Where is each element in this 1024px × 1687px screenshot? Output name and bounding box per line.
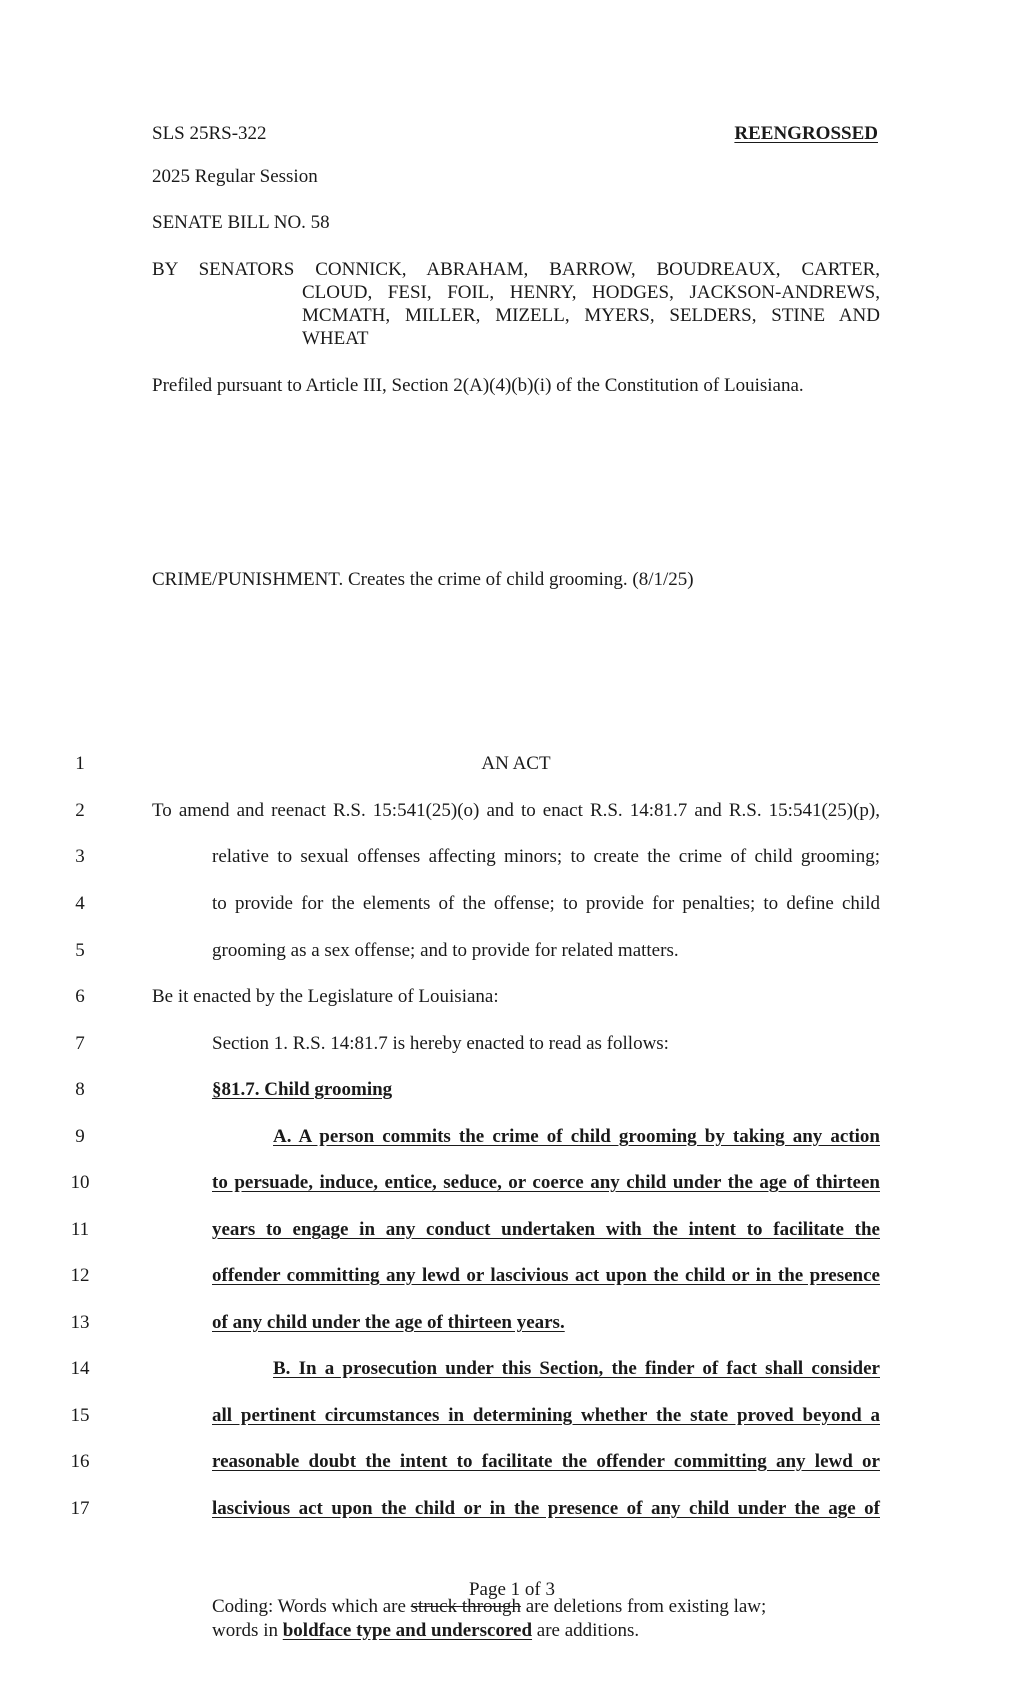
prefiled-note: Prefiled pursuant to Article III, Section 2(A)(4)(b)(i) of the Constitution of Louisiana. — [152, 375, 804, 396]
enacting-clause: Be it enacted by the Legislature of Louisiana: — [152, 986, 499, 1007]
line-number: 4 — [75, 893, 85, 914]
sponsors-line: BY SENATORS CONNICK, ABRAHAM, BARROW, BOUDREAUX, CARTER, — [152, 259, 880, 280]
enacted-text-line: to persuade, induce, entice, seduce, or coerce any child under the age of thirteen — [212, 1172, 880, 1193]
sponsors-line: WHEAT — [302, 328, 369, 349]
line-number: 5 — [75, 940, 85, 961]
title-text-line: To amend and reenact R.S. 15:541(25)(o) and to enact R.S. 14:81.7 and R.S. 15:541(25)(p), — [152, 800, 880, 821]
digest-line: CRIME/PUNISHMENT. Creates the crime of child grooming. (8/1/25) — [152, 569, 694, 590]
enacted-text-line: lascivious act upon the child or in the presence of any child under the age of — [212, 1498, 880, 1519]
coding-text: words in — [212, 1620, 278, 1641]
line-number: 12 — [70, 1265, 90, 1286]
enacted-text-line: all pertinent circumstances in determining whether the state proved beyond a — [212, 1405, 880, 1426]
bill-number: SENATE BILL NO. 58 — [152, 212, 330, 233]
line-number: 7 — [75, 1033, 85, 1054]
sponsors-block — [152, 258, 880, 350]
line-number: 14 — [70, 1358, 90, 1379]
coding-line-1 — [212, 1595, 766, 1619]
enacted-text-line: B. In a prosecution under this Section, the finder of fact shall consider — [273, 1358, 880, 1379]
title-text-line: grooming as a sex offense; and to provide for related matters. — [212, 940, 679, 961]
line-number: 10 — [70, 1172, 90, 1193]
title-text-line: to provide for the elements of the offense; to provide for penalties; to define child — [212, 893, 880, 914]
enacted-text-line: reasonable doubt the intent to facilitate the offender committing any lewd or — [212, 1451, 880, 1472]
status-label: REENGROSSED — [734, 123, 878, 144]
coding-text: are deletions from existing law; — [525, 1596, 767, 1617]
section-heading — [212, 1078, 392, 1102]
line-number: 13 — [70, 1312, 90, 1333]
coding-text: Coding: Words which are — [212, 1596, 406, 1617]
line-number: 6 — [75, 986, 85, 1007]
coding-text: are additions. — [536, 1620, 640, 1641]
coding-line-2 — [212, 1619, 766, 1643]
line-number: 11 — [70, 1219, 90, 1240]
line-number: 17 — [70, 1498, 90, 1519]
enacted-text-line: offender committing any lewd or lascivious act upon the child or in the presence — [212, 1265, 880, 1286]
sponsors-line: MCMATH, MILLER, MIZELL, MYERS, SELDERS, STINE AND — [302, 305, 880, 326]
line-number: 9 — [75, 1126, 85, 1147]
line-number: 16 — [70, 1451, 90, 1472]
line-number: 15 — [70, 1405, 90, 1426]
act-title: AN ACT — [481, 753, 551, 774]
line-number: 1 — [75, 753, 85, 774]
line-number: 3 — [75, 846, 85, 867]
enacted-text: of any child under the age of thirteen years. — [212, 1312, 565, 1333]
section-heading-text: §81.7. Child grooming — [212, 1079, 393, 1100]
line-number: 8 — [75, 1079, 85, 1100]
coding-legend — [212, 1595, 766, 1643]
section-intro: Section 1. R.S. 14:81.7 is hereby enacted to read as follows: — [212, 1033, 669, 1054]
title-text-line: relative to sexual offenses affecting minors; to create the crime of child grooming; — [212, 846, 880, 867]
page-number: Page 1 of 3 — [468, 1579, 555, 1600]
sponsors-line: CLOUD, FESI, FOIL, HENRY, HODGES, JACKSON-ANDREWS, — [302, 282, 880, 303]
enacted-text-line — [212, 1311, 565, 1335]
enacted-text-line: A. A person commits the crime of child grooming by taking any action — [273, 1126, 880, 1147]
coding-strike-example: struck through — [410, 1596, 521, 1617]
session-label: 2025 Regular Session — [152, 166, 318, 187]
enacted-text-line: years to engage in any conduct undertaken with the intent to facilitate the — [212, 1219, 880, 1240]
coding-bold-example: boldface type and underscored — [282, 1620, 533, 1641]
bill-id: SLS 25RS-322 — [152, 123, 267, 144]
line-number: 2 — [75, 800, 85, 821]
